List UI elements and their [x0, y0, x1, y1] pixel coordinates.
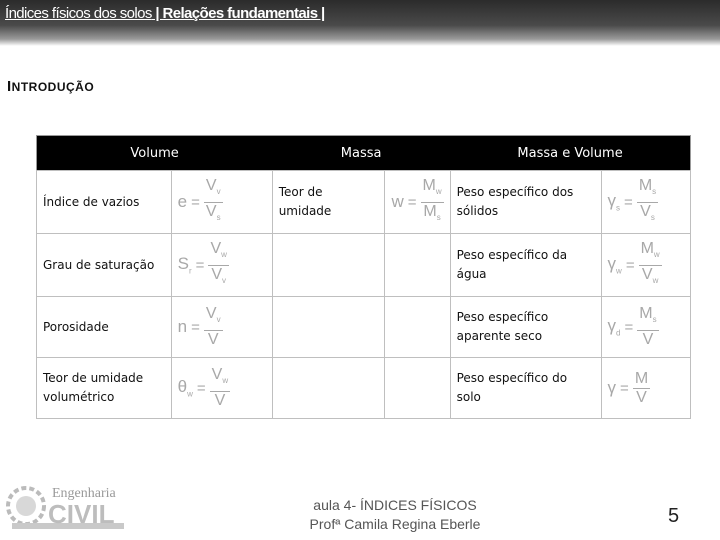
formula-denominator: V — [207, 330, 219, 348]
mv-label: Peso específico do solo — [450, 358, 601, 419]
equals-sign: = — [407, 193, 417, 211]
mass-label — [272, 297, 385, 358]
header-massa: Massa — [272, 136, 450, 171]
formula-numerator: $M_w$ — [421, 177, 444, 202]
formula-den-sub: s — [436, 212, 441, 222]
formula-num-sub: w — [653, 250, 660, 260]
formula-num-sub: v — [216, 187, 221, 197]
section-title-rest: NTRODUÇÃO — [11, 80, 95, 94]
mv-label: Peso específico da água — [450, 234, 601, 297]
formula-denominator: $V_v$ — [211, 265, 226, 285]
gear-hub-icon — [16, 496, 36, 516]
formula-lhs: e — [177, 192, 188, 211]
empty-cell — [385, 297, 450, 358]
formula-denominator: $M_s$ — [423, 202, 441, 222]
vol-label: Teor de umidade volumétrico — [37, 358, 172, 419]
formula-lhs-sub: r — [189, 266, 192, 276]
formula-num-sub: w — [435, 187, 442, 197]
formula-lhs: $S_r$ — [177, 254, 192, 276]
header-title-part1: Índices físicos dos solos — [5, 5, 152, 22]
formula-numerator: $M_w$ — [639, 240, 662, 265]
formula-lhs-sub: w — [616, 266, 622, 276]
formula-numerator: $V_w$ — [210, 366, 230, 391]
formula-numerator: $V_v$ — [204, 177, 223, 202]
formula-denominator: $V_w$ — [641, 265, 659, 285]
slide-header-title — [5, 5, 325, 22]
empty-cell — [385, 358, 450, 419]
vol-label: Índice de vazios — [37, 171, 172, 234]
formula-w — [385, 171, 450, 234]
engenharia-civil-logo — [4, 482, 134, 538]
formula-num-sub: s — [652, 187, 657, 197]
table-header-row — [37, 136, 691, 171]
equals-sign: = — [196, 379, 206, 397]
formula-denominator: $V_s$ — [205, 202, 221, 222]
vol-label: Grau de saturação — [37, 234, 172, 297]
formula-numerator: $V_w$ — [208, 240, 228, 265]
equals-sign: = — [624, 318, 634, 336]
formula-theta-w — [171, 358, 272, 419]
equals-sign: = — [195, 256, 205, 274]
formula-denominator: $V_s$ — [640, 202, 655, 222]
formula-lhs: $\gamma_d$ — [607, 316, 621, 338]
formula-num-sub: w — [222, 376, 229, 386]
formula-den-sub: s — [216, 212, 221, 222]
formula-n — [171, 297, 272, 358]
formula-den-sub: w — [652, 275, 659, 285]
relations-table — [36, 135, 691, 419]
formula-fraction — [208, 240, 228, 289]
formula-numerator: $V_v$ — [204, 305, 223, 330]
formula-numerator: $M_s$ — [637, 177, 658, 202]
formula-fraction — [637, 305, 658, 348]
formula-lhs-sub: d — [616, 328, 621, 338]
formula-lhs-sub: s — [616, 203, 621, 213]
formula-fraction — [210, 366, 230, 409]
formula-sr — [171, 234, 272, 297]
table-row — [37, 297, 691, 358]
formula-fraction — [639, 240, 662, 289]
section-title-first: I — [7, 78, 12, 95]
formula-gamma-d — [601, 297, 690, 358]
formula-fraction — [204, 305, 223, 348]
mass-label — [272, 234, 385, 297]
mv-label: Peso específico dos sólidos — [450, 171, 601, 234]
formula-lhs: w — [391, 192, 404, 211]
equals-sign: = — [625, 256, 635, 274]
formula-lhs: $\gamma_w$ — [607, 254, 622, 276]
equals-sign: = — [624, 193, 633, 211]
formula-fraction — [421, 177, 444, 226]
formula-e — [171, 171, 272, 234]
table-row — [37, 171, 691, 234]
formula-gamma-s — [601, 171, 690, 234]
formula-lhs: γ — [607, 378, 617, 397]
header-volume: Volume — [37, 136, 273, 171]
footer-text — [280, 496, 510, 534]
formula-den-sub: s — [650, 212, 655, 222]
formula-numerator: $M_s$ — [637, 305, 658, 330]
formula-lhs-sub: w — [187, 389, 193, 399]
formula-denominator: V — [636, 388, 647, 406]
formula-den-sub: v — [222, 275, 226, 285]
logo-text-main: CIVIL — [48, 499, 115, 529]
header-massa-volume: Massa e Volume — [450, 136, 690, 171]
footer-course: aula 4- ÍNDICES FÍSICOS — [313, 497, 477, 513]
formula-fraction — [204, 177, 223, 226]
table-row — [37, 234, 691, 297]
formula-numerator: M — [634, 369, 649, 387]
formula-num-sub: s — [652, 315, 657, 325]
formula-gamma-w — [601, 234, 690, 297]
formula-gamma — [601, 358, 690, 419]
section-title — [7, 78, 94, 95]
formula-fraction — [633, 370, 650, 407]
table-row — [37, 358, 691, 419]
formula-num-sub: w — [221, 250, 227, 260]
formula-denominator: V — [214, 391, 226, 409]
header-bar — [0, 0, 720, 46]
formula-fraction — [637, 177, 658, 226]
vol-label: Porosidade — [37, 297, 172, 358]
page-number: 5 — [668, 505, 680, 527]
header-title-part2: | Relações fundamentais | — [151, 5, 325, 22]
equals-sign: = — [191, 193, 200, 211]
mass-label — [272, 358, 385, 419]
mass-label: Teor de umidade — [272, 171, 385, 234]
formula-lhs: $\gamma_s$ — [607, 191, 621, 213]
formula-lhs: n — [177, 317, 188, 336]
formula-lhs: $\theta_w$ — [177, 377, 193, 399]
mv-label: Peso específico aparente seco — [450, 297, 601, 358]
equals-sign: = — [620, 379, 629, 397]
logo-text-top: Engenharia — [52, 486, 116, 501]
formula-denominator: V — [642, 330, 654, 348]
empty-cell — [385, 234, 450, 297]
footer-professor: Profª Camila Regina Eberle — [309, 516, 481, 532]
formula-num-sub: v — [216, 315, 221, 325]
equals-sign: = — [191, 318, 200, 336]
